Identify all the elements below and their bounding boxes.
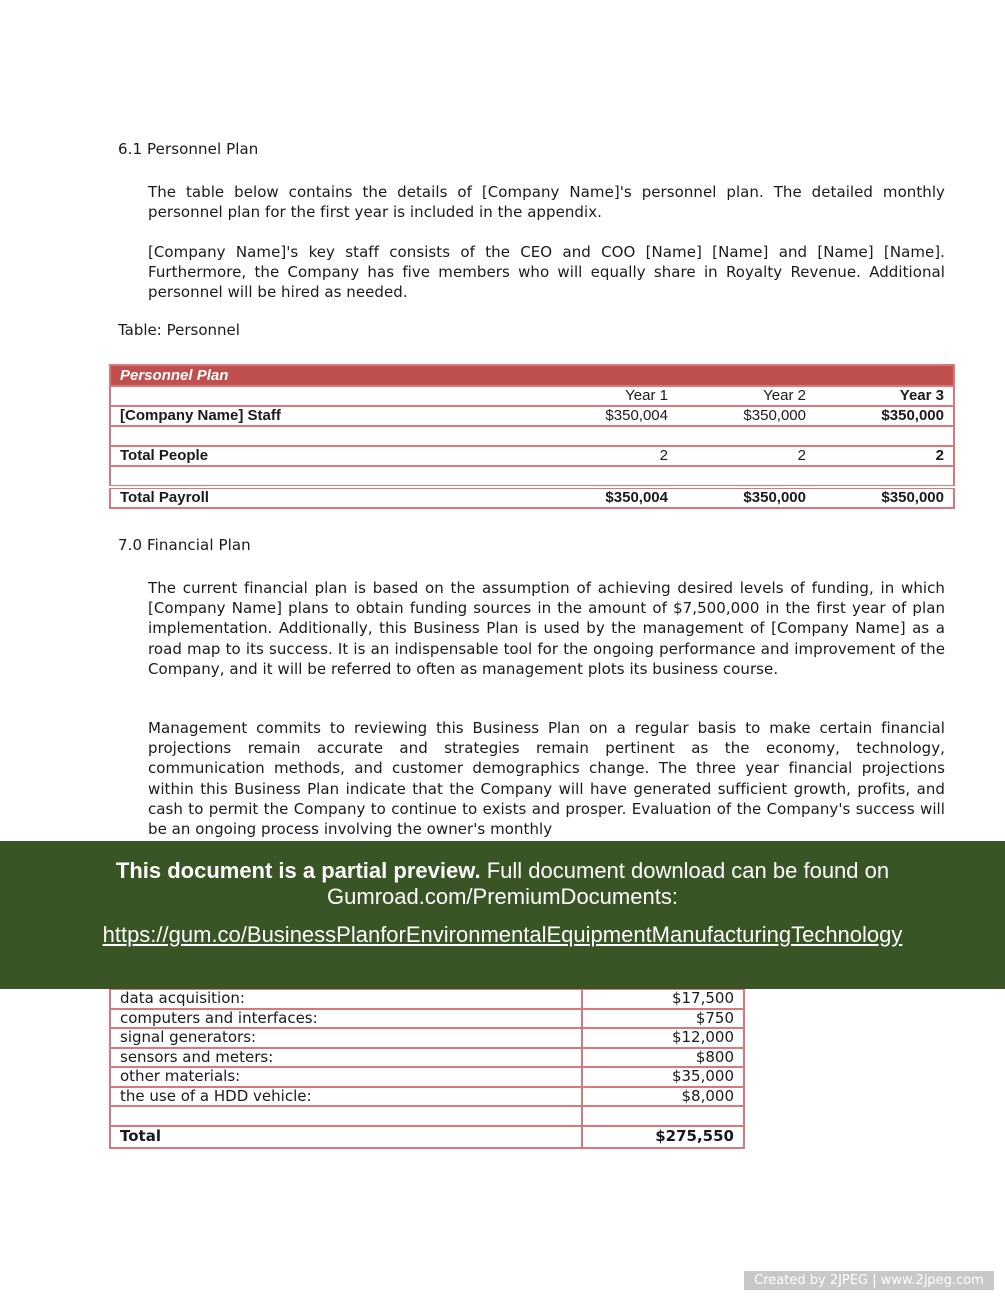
table-title: Personnel Plan	[110, 365, 954, 386]
section-6-1-heading: 6.1 Personnel Plan	[118, 140, 259, 158]
spacer-row	[110, 466, 954, 487]
download-link[interactable]: https://gum.co/BusinessPlanforEnvironmentalEquipmentManufacturingTechnology	[102, 922, 903, 947]
table-row: sensors and meters: $800	[110, 1048, 744, 1068]
preview-banner	[0, 841, 1005, 989]
spacer-row	[110, 1106, 744, 1126]
table-row: computers and interfaces: $750	[110, 1009, 744, 1029]
cost-table	[109, 988, 745, 1149]
column-header-row	[110, 386, 954, 406]
personnel-plan-table	[109, 364, 955, 509]
watermark: Created by 2JPEG | www.2jpeg.com	[744, 1271, 994, 1290]
section-7-0-heading: 7.0 Financial Plan	[118, 536, 251, 554]
spacer-row	[110, 426, 954, 446]
col-year-3: Year 3	[815, 386, 954, 406]
banner-link-line	[0, 922, 1005, 948]
total-row: Total $275,550	[110, 1126, 744, 1148]
financial-plan-paragraph-1: The current financial plan is based on the assumption of achieving desired levels of funding, in which [Company Name] plans to obtain funding sources in the amount of $7,500,000 in the first year of plan implementation. Additionally, this Business Plan is used by the management of [Company Name] as a road map to its success. It is an indispensable tool for the ongoing performance and improvement of the Company, and it will be referred to often as management plots its business course.	[148, 579, 945, 678]
key-staff-paragraph: [Company Name]'s key staff consists of the CEO and COO [Name] [Name] and [Name] [Name]. Furthermore, the Company has five members who will equally share in Royalty Revenue. Additional personnel will be hired as needed.	[148, 243, 945, 302]
table-row: other materials: $35,000	[110, 1067, 744, 1087]
table-row: the use of a HDD vehicle: $8,000	[110, 1087, 744, 1107]
col-year-2: Year 2	[677, 386, 815, 406]
personnel-intro-paragraph: The table below contains the details of [Company Name]'s personnel plan. The detailed monthly personnel plan for the first year is included in the appendix.	[148, 183, 945, 222]
table-title-row	[110, 365, 954, 386]
col-year-1: Year 1	[539, 386, 677, 406]
table-row: [Company Name] Staff $350,004 $350,000 $350,000	[110, 406, 954, 426]
table-caption: Table: Personnel	[118, 321, 240, 339]
banner-message: This document is a partial preview. Full document download can be found on Gumroad.com/PremiumDocuments:	[115, 858, 890, 909]
table-row: signal generators: $12,000	[110, 1028, 744, 1048]
table-row: data acquisition: $17,500	[110, 989, 744, 1009]
total-payroll-row: Total Payroll $350,004 $350,000 $350,000	[110, 487, 954, 508]
financial-plan-paragraph-2: Management commits to reviewing this Business Plan on a regular basis to make certain financial projections remain accurate and strategies remain pertinent as the economy, technology, communication methods, and customer demographics change. The three year financial projections within this Business Plan indicate that the Company will have generated sufficient growth, profits, and cash to permit the Company to continue to exists and prosper. Evaluation of the Company's success will be an ongoing process involving the owner's monthly	[148, 719, 945, 839]
table-row: Total People 2 2 2	[110, 446, 954, 466]
